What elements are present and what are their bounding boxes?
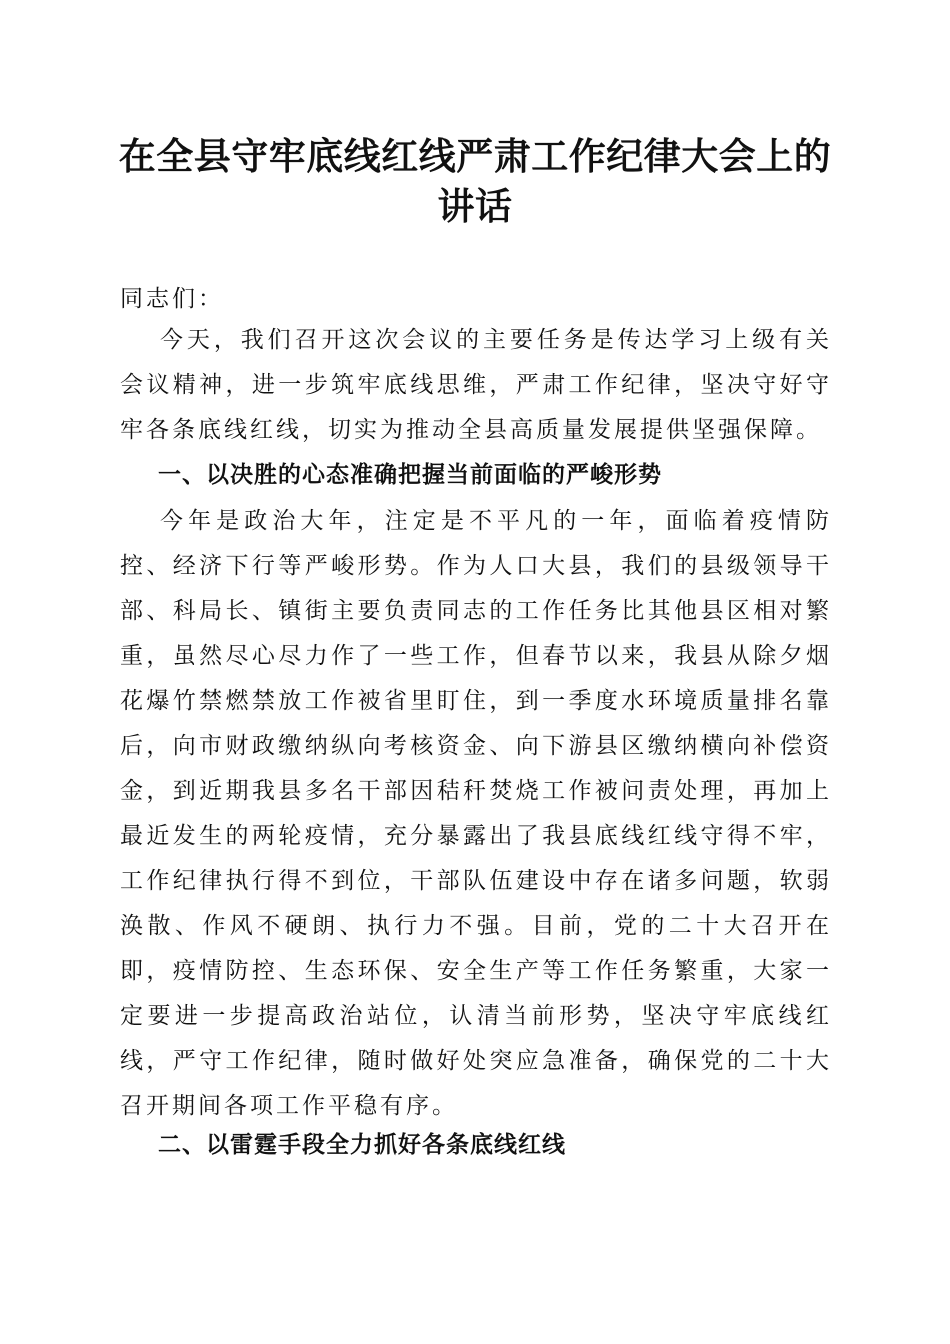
salutation: 同志们： — [120, 286, 224, 312]
paragraph-situation: 今年是政治大年，注定是不平凡的一年，面临着疫情防控、经济下行等严峻形势。作为人口大县，我们的县级领导干部、科局长、镇街主要负责同志的工作任务比其他县区相对繁重，虽然尽心尽力作了一些工作，但春节以来，我县从除夕烟花爆竹禁燃禁放工作被省里盯住，到一季度水环境质量排名靠后，向市财政缴纳纵向考核资金、向下游县区缴纳横向补偿资金，到近期我县多名干部因秸秆焚烧工作被问责处理，再加上最近发生的两轮疫情，充分暴露出了我县底线红线守得不牢，工作纪律执行得不到位，干部队伍建设中存在诸多问题，软弱涣散、作风不硬朗、执行力不强。目前，党的二十大召开在即，疫情防控、生态环保、安全生产等工作任务繁重，大家一定要进一步提高政治站位，认清当前形势，坚决守牢底线红线，严守工作纪律，随时做好处突应急准备，确保党的二十大召开期间各项工作平稳有序。 — [120, 508, 832, 1119]
section-heading-2: 二、以雷霆手段全力抓好各条底线红线 — [158, 1132, 566, 1158]
paragraph-opening: 今天，我们召开这次会议的主要任务是传达学习上级有关会议精神，进一步筑牢底线思维，严肃工作纪律，坚决守好守牢各条底线红线，切实为推动全县高质量发展提供坚强保障。 — [120, 327, 832, 443]
section-heading-1: 一、以决胜的心态准确把握当前面临的严峻形势 — [158, 462, 662, 488]
document-title: 在全县守牢底线红线严肃工作纪律大会上的讲话 — [118, 134, 832, 228]
